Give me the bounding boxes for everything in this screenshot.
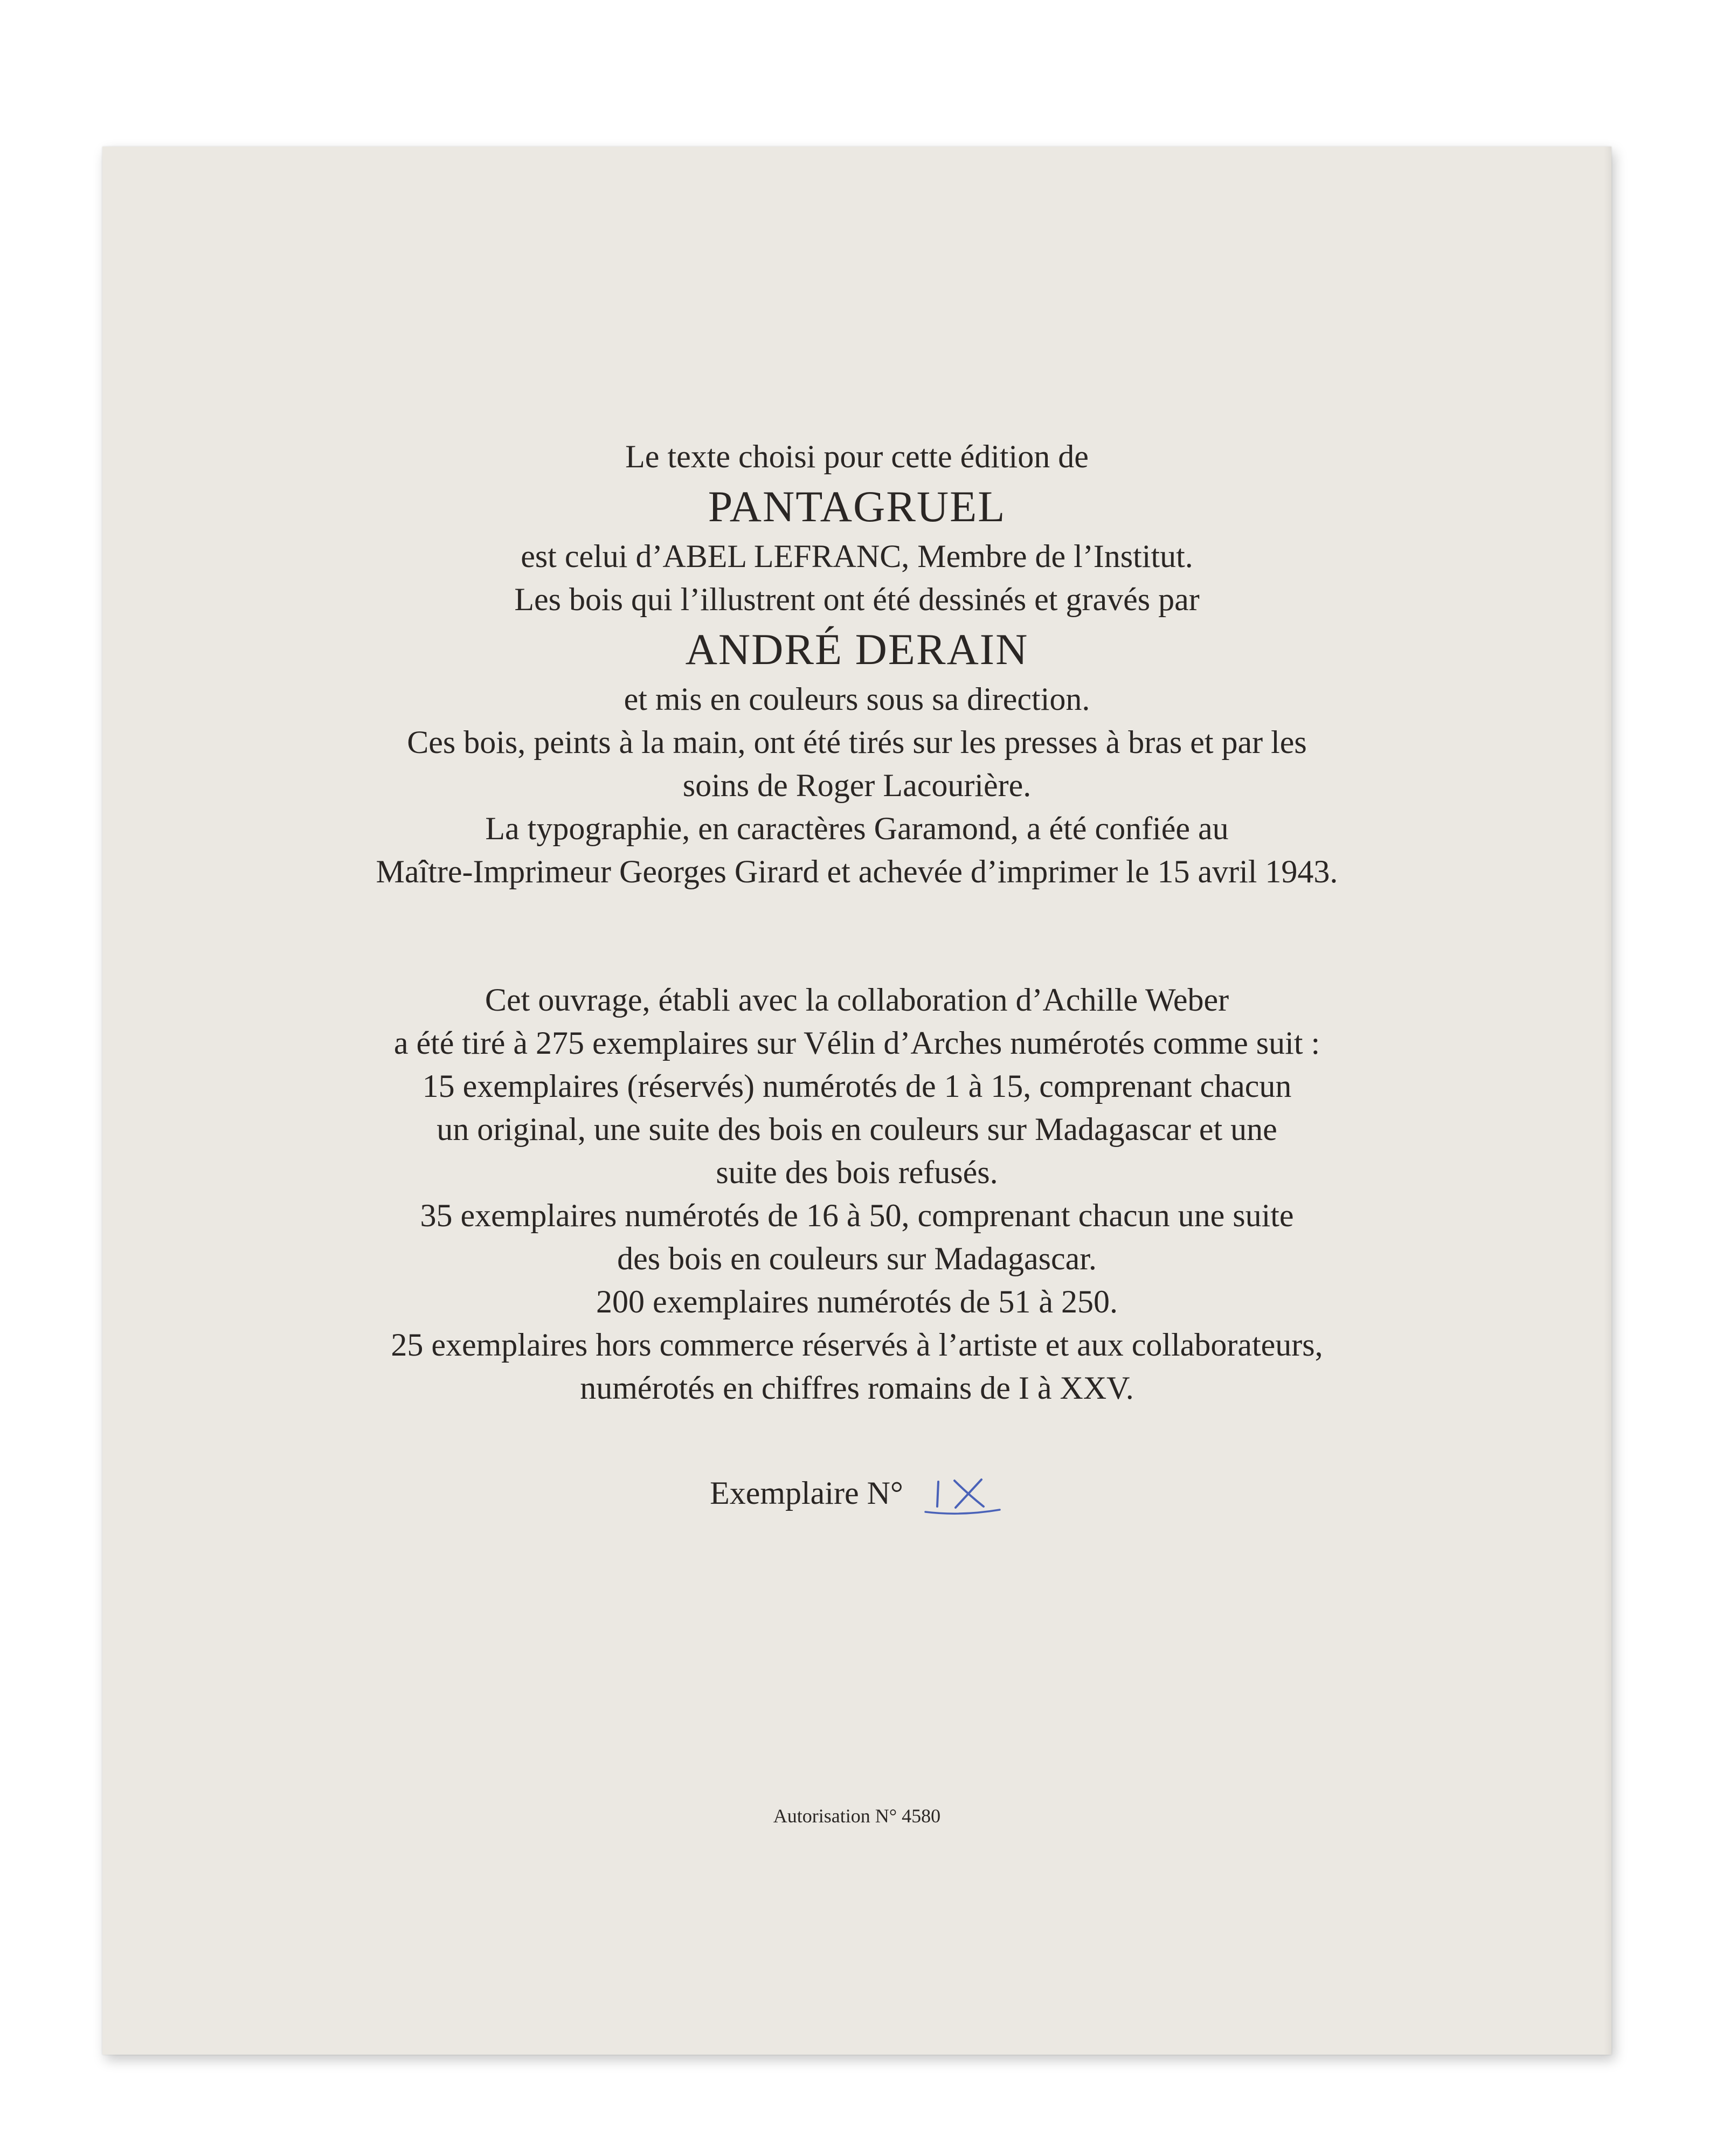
handwritten-ix-icon [923, 1472, 1004, 1521]
colophon-block [102, 435, 1611, 893]
exemplaire-label: Exemplaire N° [710, 1475, 903, 1511]
colophon-line: Le texte choisi pour cette édition de [625, 439, 1089, 474]
colophon-line: Ces bois, peints à la main, ont été tirés sur les presses à bras et par les [407, 724, 1307, 760]
justification-line: suite des bois refusés. [716, 1155, 998, 1190]
justification-line: a été tiré à 275 exemplaires sur Vélin d’Arches numérotés comme suit : [393, 1025, 1320, 1061]
colophon-line: Maître-Imprimeur Georges Girard et achevée d’imprimer le 15 avril 1943. [376, 854, 1338, 889]
colophon-line: et mis en couleurs sous sa direction. [624, 681, 1090, 717]
justification-line: 200 exemplaires numérotés de 51 à 250. [596, 1284, 1118, 1319]
justification-line: 15 exemplaires (réservés) numérotés de 1 à 15, comprenant chacun [422, 1068, 1292, 1104]
justification-line: Cet ouvrage, établi avec la collaboration d’Achille Weber [485, 982, 1229, 1018]
justification-line: numérotés en chiffres romains de I à XXV. [580, 1370, 1134, 1406]
justification-line: des bois en couleurs sur Madagascar. [617, 1241, 1097, 1276]
book-title: PANTAGRUEL [708, 482, 1006, 531]
justification-block [102, 978, 1611, 1409]
colophon-line: est celui d’ABEL LEFRANC, Membre de l’Institut. [521, 538, 1193, 574]
colophon-line: Les bois qui l’illustrent ont été dessinés et gravés par [514, 582, 1200, 617]
colophon-line: La typographie, en caractères Garamond, a été confiée au [485, 811, 1229, 846]
justification-line: 35 exemplaires numérotés de 16 à 50, comprenant chacun une suite [420, 1198, 1294, 1233]
autorisation-number: Autorisation N° 4580 [773, 1805, 941, 1827]
document-page [102, 147, 1611, 2055]
exemplaire-line [102, 1466, 1611, 1520]
artist-name: ANDRÉ DERAIN [685, 625, 1029, 674]
handwritten-number [923, 1472, 1004, 1521]
justification-line: 25 exemplaires hors commerce réservés à l’artiste et aux collaborateurs, [391, 1327, 1323, 1363]
colophon-line: soins de Roger Lacourière. [682, 768, 1032, 803]
justification-line: un original, une suite des bois en couleurs sur Madagascar et une [437, 1111, 1277, 1147]
